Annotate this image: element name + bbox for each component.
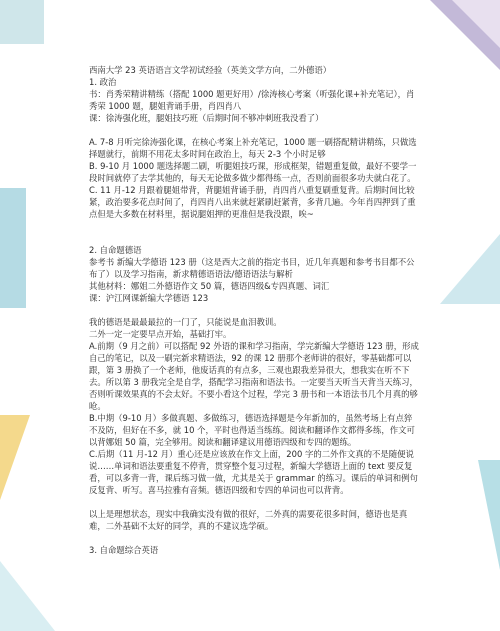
decorative-corner-top-right-inner xyxy=(452,0,500,48)
decorative-block-right-lower xyxy=(478,460,500,570)
decorative-block-left xyxy=(0,188,26,308)
german-stage-b: B.中期（9-10 月）多做真题、多做练习，德语选择题是今年新加的，虽然考场上有点猝不及防，但好在不多，就 10 个，平时也得适当练练。阅读和翻译作文都得多练，作文可以背娜姐 50 篇，完全够用。阅读和翻译建议用德语四级和专四的题练。 xyxy=(89,413,415,447)
document-body xyxy=(89,64,419,556)
german-stage-a: A.前期（9 月之前）可以搭配 92 外语的课和学习指南，学完新编大学德语 123 册，形成自己的笔记，以及一刷完新求精语法，92 的课 12 册那个老师讲的很好，零基础都可以跟，第 3 册换了一个老师，他废话真的有点多，三观也跟我差异很大，想我实在听不下去。所以第 3 册我完全是自学，搭配学习指南和语法书。一定要当天听当天背当天练习，否则听课效果真的不会太好。不要小看这个过程，学完 3 册书和一本语法书几个月真的够呛。 xyxy=(89,341,419,411)
german-other-materials: 其他材料：娜姐二外德语作文 50 篇，德语四级&专四真题、词汇 xyxy=(89,281,330,291)
section-german-heading: 2. 自命题德语 xyxy=(89,245,142,255)
german-course: 课：沪江网课新编大学德语 123 xyxy=(89,293,209,303)
decorative-triangle-left-yellow xyxy=(0,415,30,500)
german-intro-2: 二外一定一定要早点开始，基础打牢。 xyxy=(89,329,232,339)
politics-stage-b: B. 9-10 月 1000 题选择题二刷，听腿姐技巧课，形成框架，错题重复做，最好不要学一段时间就停了去学其他的，每天无论做多做少都得练一点，否则前面很多功夫就白花了。 xyxy=(89,161,417,183)
politics-courses: 课：徐涛强化班，腿姐技巧班（后期时间不够冲刺班我没看了） xyxy=(89,113,324,123)
german-reference-books: 参考书 新编大学德语 123 册（这是西大之前的指定书目，近几年真题和参考书目都不公布了）以及学习指南，新求精德语语法/德语语法与解析 xyxy=(89,257,415,279)
politics-books: 书：肖秀荣精讲精练（搭配 1000 题更好用）/徐涛核心考案（听强化课+补充笔记），肖秀荣 1000 题，腿姐背诵手册，肖四肖八 xyxy=(89,89,415,111)
german-stage-c: C.后期（11 月-12 月）重心还是应该放在作文上面，200 字的二外作文真的不是随便说说……单词和语法要重复不停背，贯穿整个复习过程，新编大学德语上面的 text 要反复看，可以多背一背，课后练习做一做，尤其是关于 grammar 的练习。课后的单词和例句反复背、听写。喜马拉雅有音频。德语四级和专四的单词也可以背背。 xyxy=(89,449,418,495)
decorative-block-right xyxy=(440,234,500,304)
section-politics-heading: 1. 政治 xyxy=(89,77,117,87)
politics-stage-c: C. 11 月-12 月跟着腿姐带背，背腿姐背诵手册，肖四肖八重复刷重复背。后期时间比较紧，政治要多花点时间了，肖四肖八出来就赶紧刷赶紧背，多背几遍。今年肖四押到了重点但是大多数在材料里，据说腿姐押的更准但是我没跟，唉~ xyxy=(89,185,416,219)
politics-stage-a: A. 7-8 月听完徐涛强化课，在核心考案上补充笔记，1000 题一刷搭配精讲精练，只做选择题就行，前期不用花太多时间在政治上，每天 2-3 个小时足够 xyxy=(89,137,417,159)
german-intro-1: 我的德语是最最最拉的一门了，只能说是血泪教训。 xyxy=(89,317,282,327)
section-english-heading: 3. 自命题综合英语 xyxy=(89,545,159,555)
german-summary: 以上是理想状态，现实中我确实没有做的很好，二外真的需要花很多时间，德语也是真难，二外基础不太好的同学，真的不建议选学硕。 xyxy=(89,509,408,531)
decorative-corner-top-left xyxy=(0,0,44,44)
document-title: 西南大学 23 英语语言文学初试经验（英美文学方向，二外德语） xyxy=(89,65,332,75)
decorative-corner-bottom-left xyxy=(0,561,55,631)
